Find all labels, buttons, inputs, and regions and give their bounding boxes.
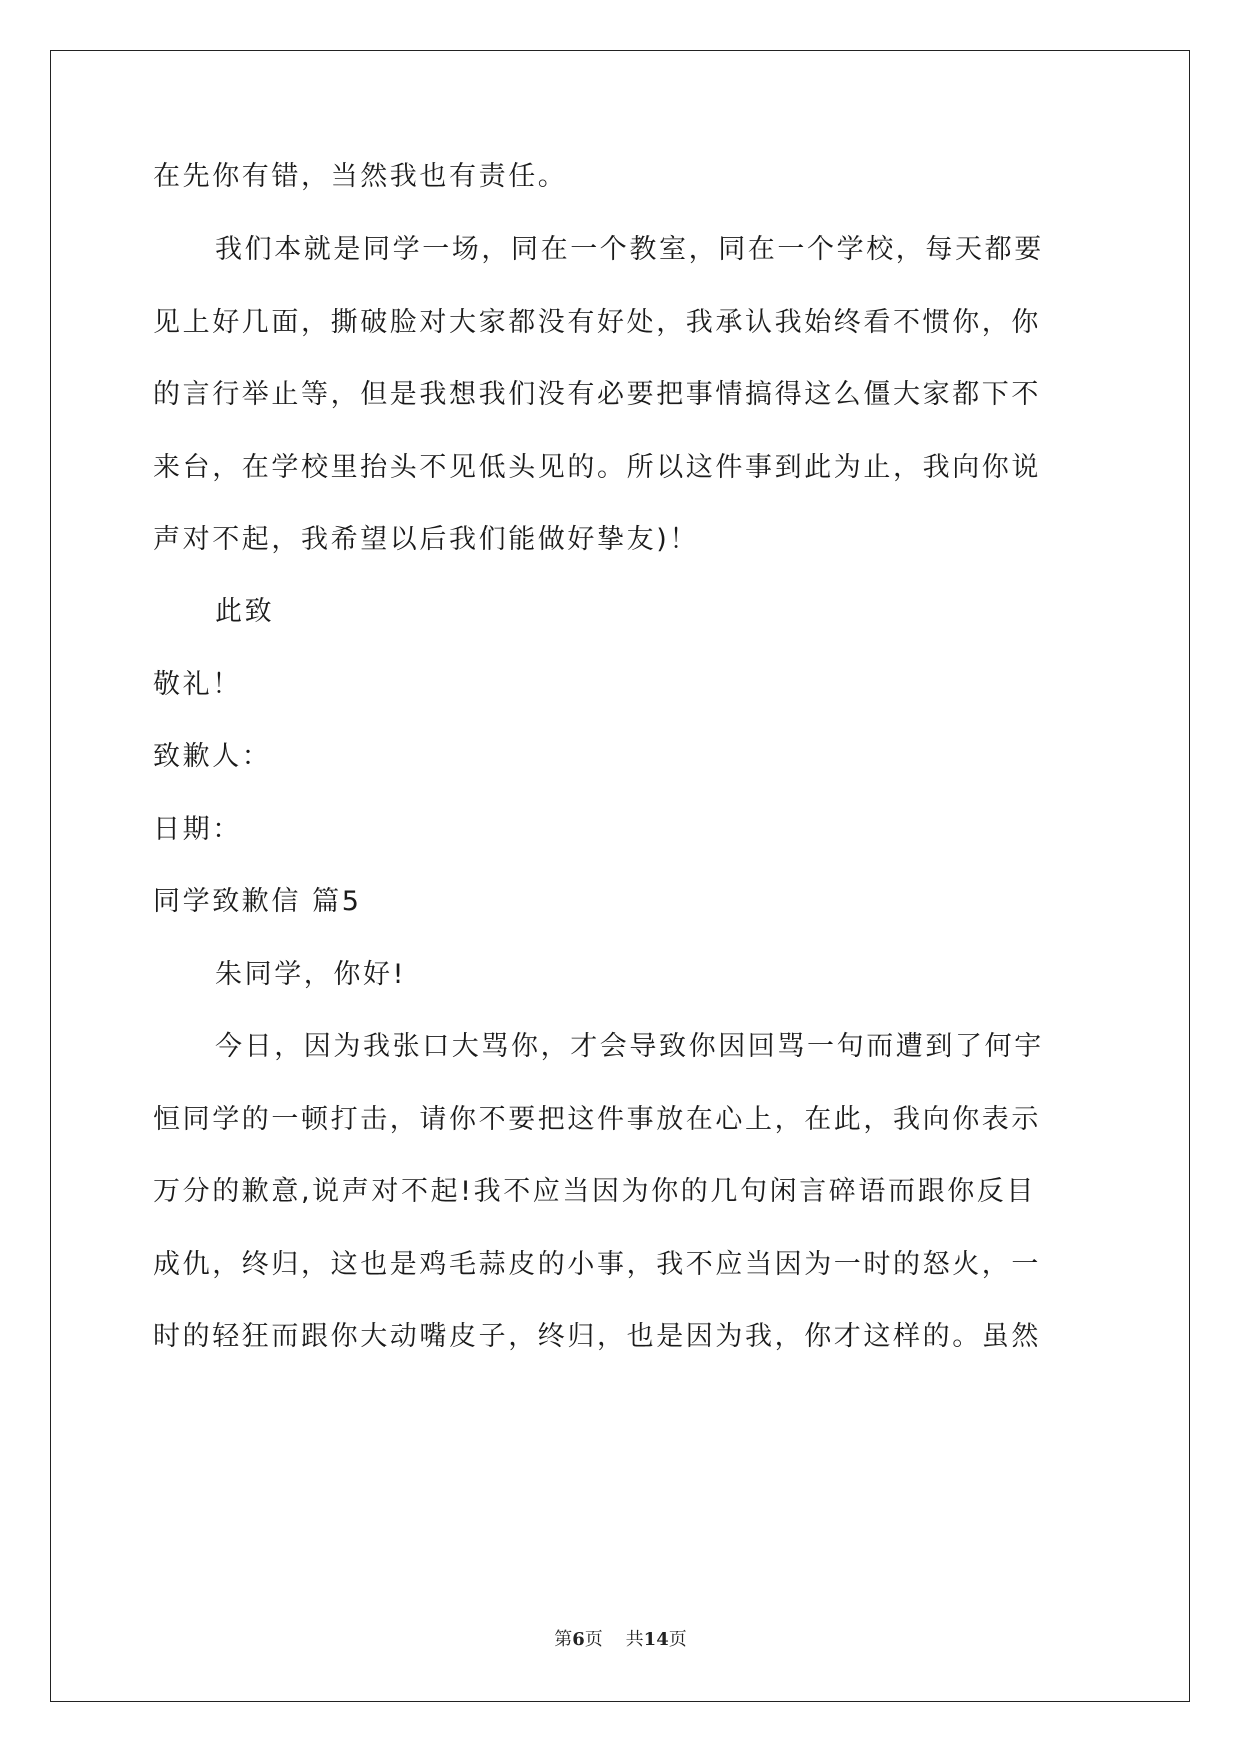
signer-label: 致歉人：	[153, 741, 272, 772]
page-footer	[0, 1625, 1241, 1651]
body-line-6: 声对不起，我希望以后我们能做好挚友)！	[153, 524, 699, 555]
body-line-5: 来台，在学校里抬头不见低头见的。所以这件事到此为止，我向你说	[153, 452, 1041, 483]
section-heading: 同学致歉信 篇5	[153, 886, 362, 917]
footer-page-prefix: 第	[554, 1629, 573, 1650]
body-line-11: 时的轻狂而跟你大动嘴皮子，终归，也是因为我，你才这样的。虽然	[153, 1321, 1041, 1352]
body-line-1: 在先你有错，当然我也有责任。	[153, 161, 568, 192]
body-line-2: 我们本就是同学一场，同在一个教室，同在一个学校，每天都要	[215, 234, 1044, 265]
body-line-3: 见上好几面，撕破脸对大家都没有好处，我承认我始终看不惯你，你	[153, 307, 1041, 338]
body-line-8: 恒同学的一顿打击，请你不要把这件事放在心上，在此，我向你表示	[153, 1104, 1041, 1135]
body-line-9: 万分的歉意,说声对不起!我不应当因为你的几句闲言碎语而跟你反目	[153, 1176, 1037, 1207]
date-label: 日期：	[153, 814, 242, 845]
letter-greeting: 朱同学，你好!	[215, 959, 407, 990]
body-line-10: 成仇，终归，这也是鸡毛蒜皮的小事，我不应当因为一时的怒火，一	[153, 1249, 1041, 1280]
footer-total-suffix: 页	[668, 1629, 687, 1650]
footer-page-number: 6	[572, 1629, 585, 1650]
footer-total-prefix: 共	[625, 1629, 644, 1650]
footer-page-suffix: 页	[584, 1629, 603, 1650]
body-line-7: 今日，因为我张口大骂你，才会导致你因回骂一句而遭到了何宇	[215, 1031, 1044, 1062]
closing-respect: 敬礼！	[153, 669, 242, 700]
closing-salutation: 此致	[215, 596, 275, 627]
footer-total-number: 14	[643, 1629, 669, 1650]
body-line-4: 的言行举止等，但是我想我们没有必要把事情搞得这么僵大家都下不	[153, 379, 1041, 410]
page-border	[50, 50, 1190, 1702]
